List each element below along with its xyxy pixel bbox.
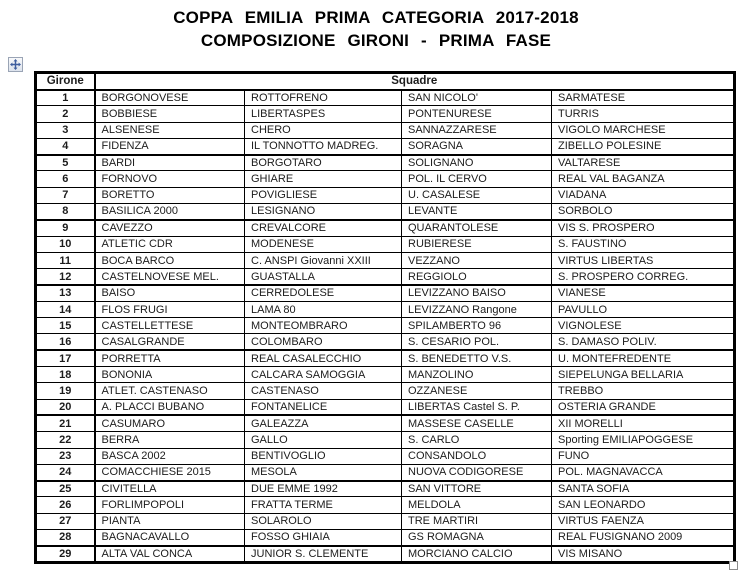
team-cell: FIDENZA xyxy=(95,138,245,154)
team-cell: S. DAMASO POLIV. xyxy=(552,334,735,350)
team-cell: QUARANTOLESE xyxy=(402,220,552,236)
team-cell: ATLET. CASTENASO xyxy=(95,383,245,399)
team-cell: BOCA BARCO xyxy=(95,252,245,268)
team-cell: VALTARESE xyxy=(552,155,735,171)
girone-number: 7 xyxy=(36,187,95,203)
team-cell: CASTENASO xyxy=(245,383,402,399)
team-cell: BAGNACAVALLO xyxy=(95,530,245,546)
table-row xyxy=(36,138,735,154)
team-cell: ROTTOFRENO xyxy=(245,90,402,106)
team-cell: VIANESE xyxy=(552,285,735,301)
team-cell: U. MONTEFREDENTE xyxy=(552,350,735,366)
team-cell: MODENESE xyxy=(245,236,402,252)
table-row xyxy=(36,513,735,529)
table-row xyxy=(36,187,735,203)
team-cell: VIRTUS LIBERTAS xyxy=(552,252,735,268)
team-cell: VIADANA xyxy=(552,187,735,203)
team-cell: MELDOLA xyxy=(402,497,552,513)
team-cell: C. ANSPI Giovanni XXIII xyxy=(245,252,402,268)
team-cell: SANNAZZARESE xyxy=(402,122,552,138)
girone-number: 16 xyxy=(36,334,95,350)
team-cell: REAL CASALECCHIO xyxy=(245,350,402,366)
table-row xyxy=(36,350,735,366)
girone-number: 27 xyxy=(36,513,95,529)
girone-number: 11 xyxy=(36,252,95,268)
team-cell: FONTANELICE xyxy=(245,399,402,415)
table-row xyxy=(36,318,735,334)
team-cell: SPILAMBERTO 96 xyxy=(402,318,552,334)
table-row xyxy=(36,90,735,106)
girone-number: 10 xyxy=(36,236,95,252)
team-cell: Sporting EMILIAPOGGESE xyxy=(552,432,735,448)
title-line-2: COMPOSIZIONE GIRONI - PRIMA FASE xyxy=(200,31,552,50)
team-cell: ZIBELLO POLESINE xyxy=(552,138,735,154)
team-cell: COLOMBARO xyxy=(245,334,402,350)
title-line-1: COPPA EMILIA PRIMA CATEGORIA 2017-2018 xyxy=(173,8,579,27)
team-cell: CASALGRANDE xyxy=(95,334,245,350)
team-cell: S. FAUSTINO xyxy=(552,236,735,252)
girone-number: 5 xyxy=(36,155,95,171)
table-row xyxy=(36,301,735,317)
team-cell: BARDI xyxy=(95,155,245,171)
girone-number: 1 xyxy=(36,90,95,106)
table-row xyxy=(36,448,735,464)
girone-number: 6 xyxy=(36,171,95,187)
team-cell: SOLIGNANO xyxy=(402,155,552,171)
girone-number: 25 xyxy=(36,481,95,497)
team-cell: BENTIVOGLIO xyxy=(245,448,402,464)
team-cell: MONTEOMBRARO xyxy=(245,318,402,334)
team-cell: BORGONOVESE xyxy=(95,90,245,106)
girone-number: 12 xyxy=(36,269,95,285)
team-cell: MASSESE CASELLE xyxy=(402,415,552,431)
team-cell: CASTELNOVESE MEL. xyxy=(95,269,245,285)
table-row xyxy=(36,497,735,513)
table-row xyxy=(36,204,735,220)
team-cell: BORETTO xyxy=(95,187,245,203)
team-cell: LESIGNANO xyxy=(245,204,402,220)
girone-number: 13 xyxy=(36,285,95,301)
team-cell: XII MORELLI xyxy=(552,415,735,431)
team-cell: LAMA 80 xyxy=(245,301,402,317)
girone-number: 4 xyxy=(36,138,95,154)
team-cell: SORBOLO xyxy=(552,204,735,220)
table-row xyxy=(36,220,735,236)
team-cell: POL. IL CERVO xyxy=(402,171,552,187)
team-cell: SARMATESE xyxy=(552,90,735,106)
table-header-row xyxy=(36,73,735,90)
team-cell: OSTERIA GRANDE xyxy=(552,399,735,415)
team-cell: BONONIA xyxy=(95,367,245,383)
table-row xyxy=(36,464,735,480)
table-row xyxy=(36,383,735,399)
girone-number: 28 xyxy=(36,530,95,546)
gironi-table xyxy=(34,71,736,564)
team-cell: POVIGLIESE xyxy=(245,187,402,203)
team-cell: LIBERTAS Castel S. P. xyxy=(402,399,552,415)
team-cell: S. PROSPERO CORREG. xyxy=(552,269,735,285)
girone-number: 18 xyxy=(36,367,95,383)
team-cell: VIRTUS FAENZA xyxy=(552,513,735,529)
girone-number: 24 xyxy=(36,464,95,480)
team-cell: CERREDOLESE xyxy=(245,285,402,301)
team-cell: BORGOTARO xyxy=(245,155,402,171)
team-cell: LEVIZZANO BAISO xyxy=(402,285,552,301)
team-cell: BASILICA 2000 xyxy=(95,204,245,220)
girone-number: 3 xyxy=(36,122,95,138)
team-cell: DUE EMME 1992 xyxy=(245,481,402,497)
team-cell: CAVEZZO xyxy=(95,220,245,236)
team-cell: TRE MARTIRI xyxy=(402,513,552,529)
team-cell: FRATTA TERME xyxy=(245,497,402,513)
team-cell: U. CASALESE xyxy=(402,187,552,203)
team-cell: PONTENURESE xyxy=(402,106,552,122)
team-cell: TREBBO xyxy=(552,383,735,399)
team-cell: SOLAROLO xyxy=(245,513,402,529)
table-resize-handle[interactable] xyxy=(729,561,738,570)
team-cell: SAN NICOLO' xyxy=(402,90,552,106)
table-row xyxy=(36,155,735,171)
team-cell: LEVANTE xyxy=(402,204,552,220)
team-cell: GALLO xyxy=(245,432,402,448)
table-row xyxy=(36,481,735,497)
girone-number: 17 xyxy=(36,350,95,366)
team-cell: POL. MAGNAVACCA xyxy=(552,464,735,480)
table-row xyxy=(36,285,735,301)
team-cell: ATLETIC CDR xyxy=(95,236,245,252)
girone-number: 26 xyxy=(36,497,95,513)
team-cell: RUBIERESE xyxy=(402,236,552,252)
team-cell: MORCIANO CALCIO xyxy=(402,546,552,562)
team-cell: SIEPELUNGA BELLARIA xyxy=(552,367,735,383)
team-cell: PIANTA xyxy=(95,513,245,529)
team-cell: SANTA SOFIA xyxy=(552,481,735,497)
team-cell: NUOVA CODIGORESE xyxy=(402,464,552,480)
team-cell: S. CESARIO POL. xyxy=(402,334,552,350)
table-move-handle[interactable] xyxy=(8,57,23,72)
table-row xyxy=(36,269,735,285)
table-row xyxy=(36,106,735,122)
table-row xyxy=(36,530,735,546)
team-cell: BOBBIESE xyxy=(95,106,245,122)
team-cell: VIS MISANO xyxy=(552,546,735,562)
team-cell: CASTELLETTESE xyxy=(95,318,245,334)
team-cell: ALTA VAL CONCA xyxy=(95,546,245,562)
team-cell: CIVITELLA xyxy=(95,481,245,497)
team-cell: REGGIOLO xyxy=(402,269,552,285)
team-cell: BERRA xyxy=(95,432,245,448)
team-cell: ALSENESE xyxy=(95,122,245,138)
team-cell: MANZOLINO xyxy=(402,367,552,383)
table-row xyxy=(36,432,735,448)
team-cell: PORRETTA xyxy=(95,350,245,366)
team-cell: BAISO xyxy=(95,285,245,301)
table-row xyxy=(36,399,735,415)
team-cell: FUNO xyxy=(552,448,735,464)
team-cell: CALCARA SAMOGGIA xyxy=(245,367,402,383)
team-cell: VIS S. PROSPERO xyxy=(552,220,735,236)
table-row xyxy=(36,334,735,350)
table-row xyxy=(36,415,735,431)
girone-number: 14 xyxy=(36,301,95,317)
team-cell: SAN LEONARDO xyxy=(552,497,735,513)
team-cell: GHIARE xyxy=(245,171,402,187)
girone-number: 20 xyxy=(36,399,95,415)
girone-number: 9 xyxy=(36,220,95,236)
team-cell: CREVALCORE xyxy=(245,220,402,236)
girone-number: 2 xyxy=(36,106,95,122)
team-cell: S. CARLO xyxy=(402,432,552,448)
girone-number: 29 xyxy=(36,546,95,562)
team-cell: REAL VAL BAGANZA xyxy=(552,171,735,187)
table-row xyxy=(36,171,735,187)
team-cell: SORAGNA xyxy=(402,138,552,154)
team-cell: TURRIS xyxy=(552,106,735,122)
team-cell: GALEAZZA xyxy=(245,415,402,431)
team-cell: SAN VITTORE xyxy=(402,481,552,497)
team-cell: CHERO xyxy=(245,122,402,138)
team-cell: IL TONNOTTO MADREG. xyxy=(245,138,402,154)
girone-number: 22 xyxy=(36,432,95,448)
move-icon xyxy=(10,59,21,70)
header-girone: Girone xyxy=(36,73,95,90)
girone-number: 15 xyxy=(36,318,95,334)
team-cell: VEZZANO xyxy=(402,252,552,268)
document-title xyxy=(11,6,741,52)
team-cell: PAVULLO xyxy=(552,301,735,317)
team-cell: FOSSO GHIAIA xyxy=(245,530,402,546)
team-cell: JUNIOR S. CLEMENTE xyxy=(245,546,402,562)
team-cell: BASCA 2002 xyxy=(95,448,245,464)
team-cell: A. PLACCI BUBANO xyxy=(95,399,245,415)
team-cell: LIBERTASPES xyxy=(245,106,402,122)
table-row xyxy=(36,367,735,383)
team-cell: FORNOVO xyxy=(95,171,245,187)
girone-number: 21 xyxy=(36,415,95,431)
team-cell: GS ROMAGNA xyxy=(402,530,552,546)
girone-number: 19 xyxy=(36,383,95,399)
team-cell: COMACCHIESE 2015 xyxy=(95,464,245,480)
table-row xyxy=(36,122,735,138)
team-cell: MESOLA xyxy=(245,464,402,480)
table-row xyxy=(36,236,735,252)
team-cell: FORLIMPOPOLI xyxy=(95,497,245,513)
girone-number: 8 xyxy=(36,204,95,220)
girone-number: 23 xyxy=(36,448,95,464)
team-cell: CASUMARO xyxy=(95,415,245,431)
header-squadre: Squadre xyxy=(95,73,735,90)
table-row xyxy=(36,252,735,268)
team-cell: LEVIZZANO Rangone xyxy=(402,301,552,317)
team-cell: REAL FUSIGNANO 2009 xyxy=(552,530,735,546)
team-cell: S. BENEDETTO V.S. xyxy=(402,350,552,366)
team-cell: GUASTALLA xyxy=(245,269,402,285)
table-row xyxy=(36,546,735,562)
team-cell: VIGNOLESE xyxy=(552,318,735,334)
team-cell: FLOS FRUGI xyxy=(95,301,245,317)
team-cell: OZZANESE xyxy=(402,383,552,399)
team-cell: VIGOLO MARCHESE xyxy=(552,122,735,138)
team-cell: CONSANDOLO xyxy=(402,448,552,464)
table-body xyxy=(36,90,735,563)
